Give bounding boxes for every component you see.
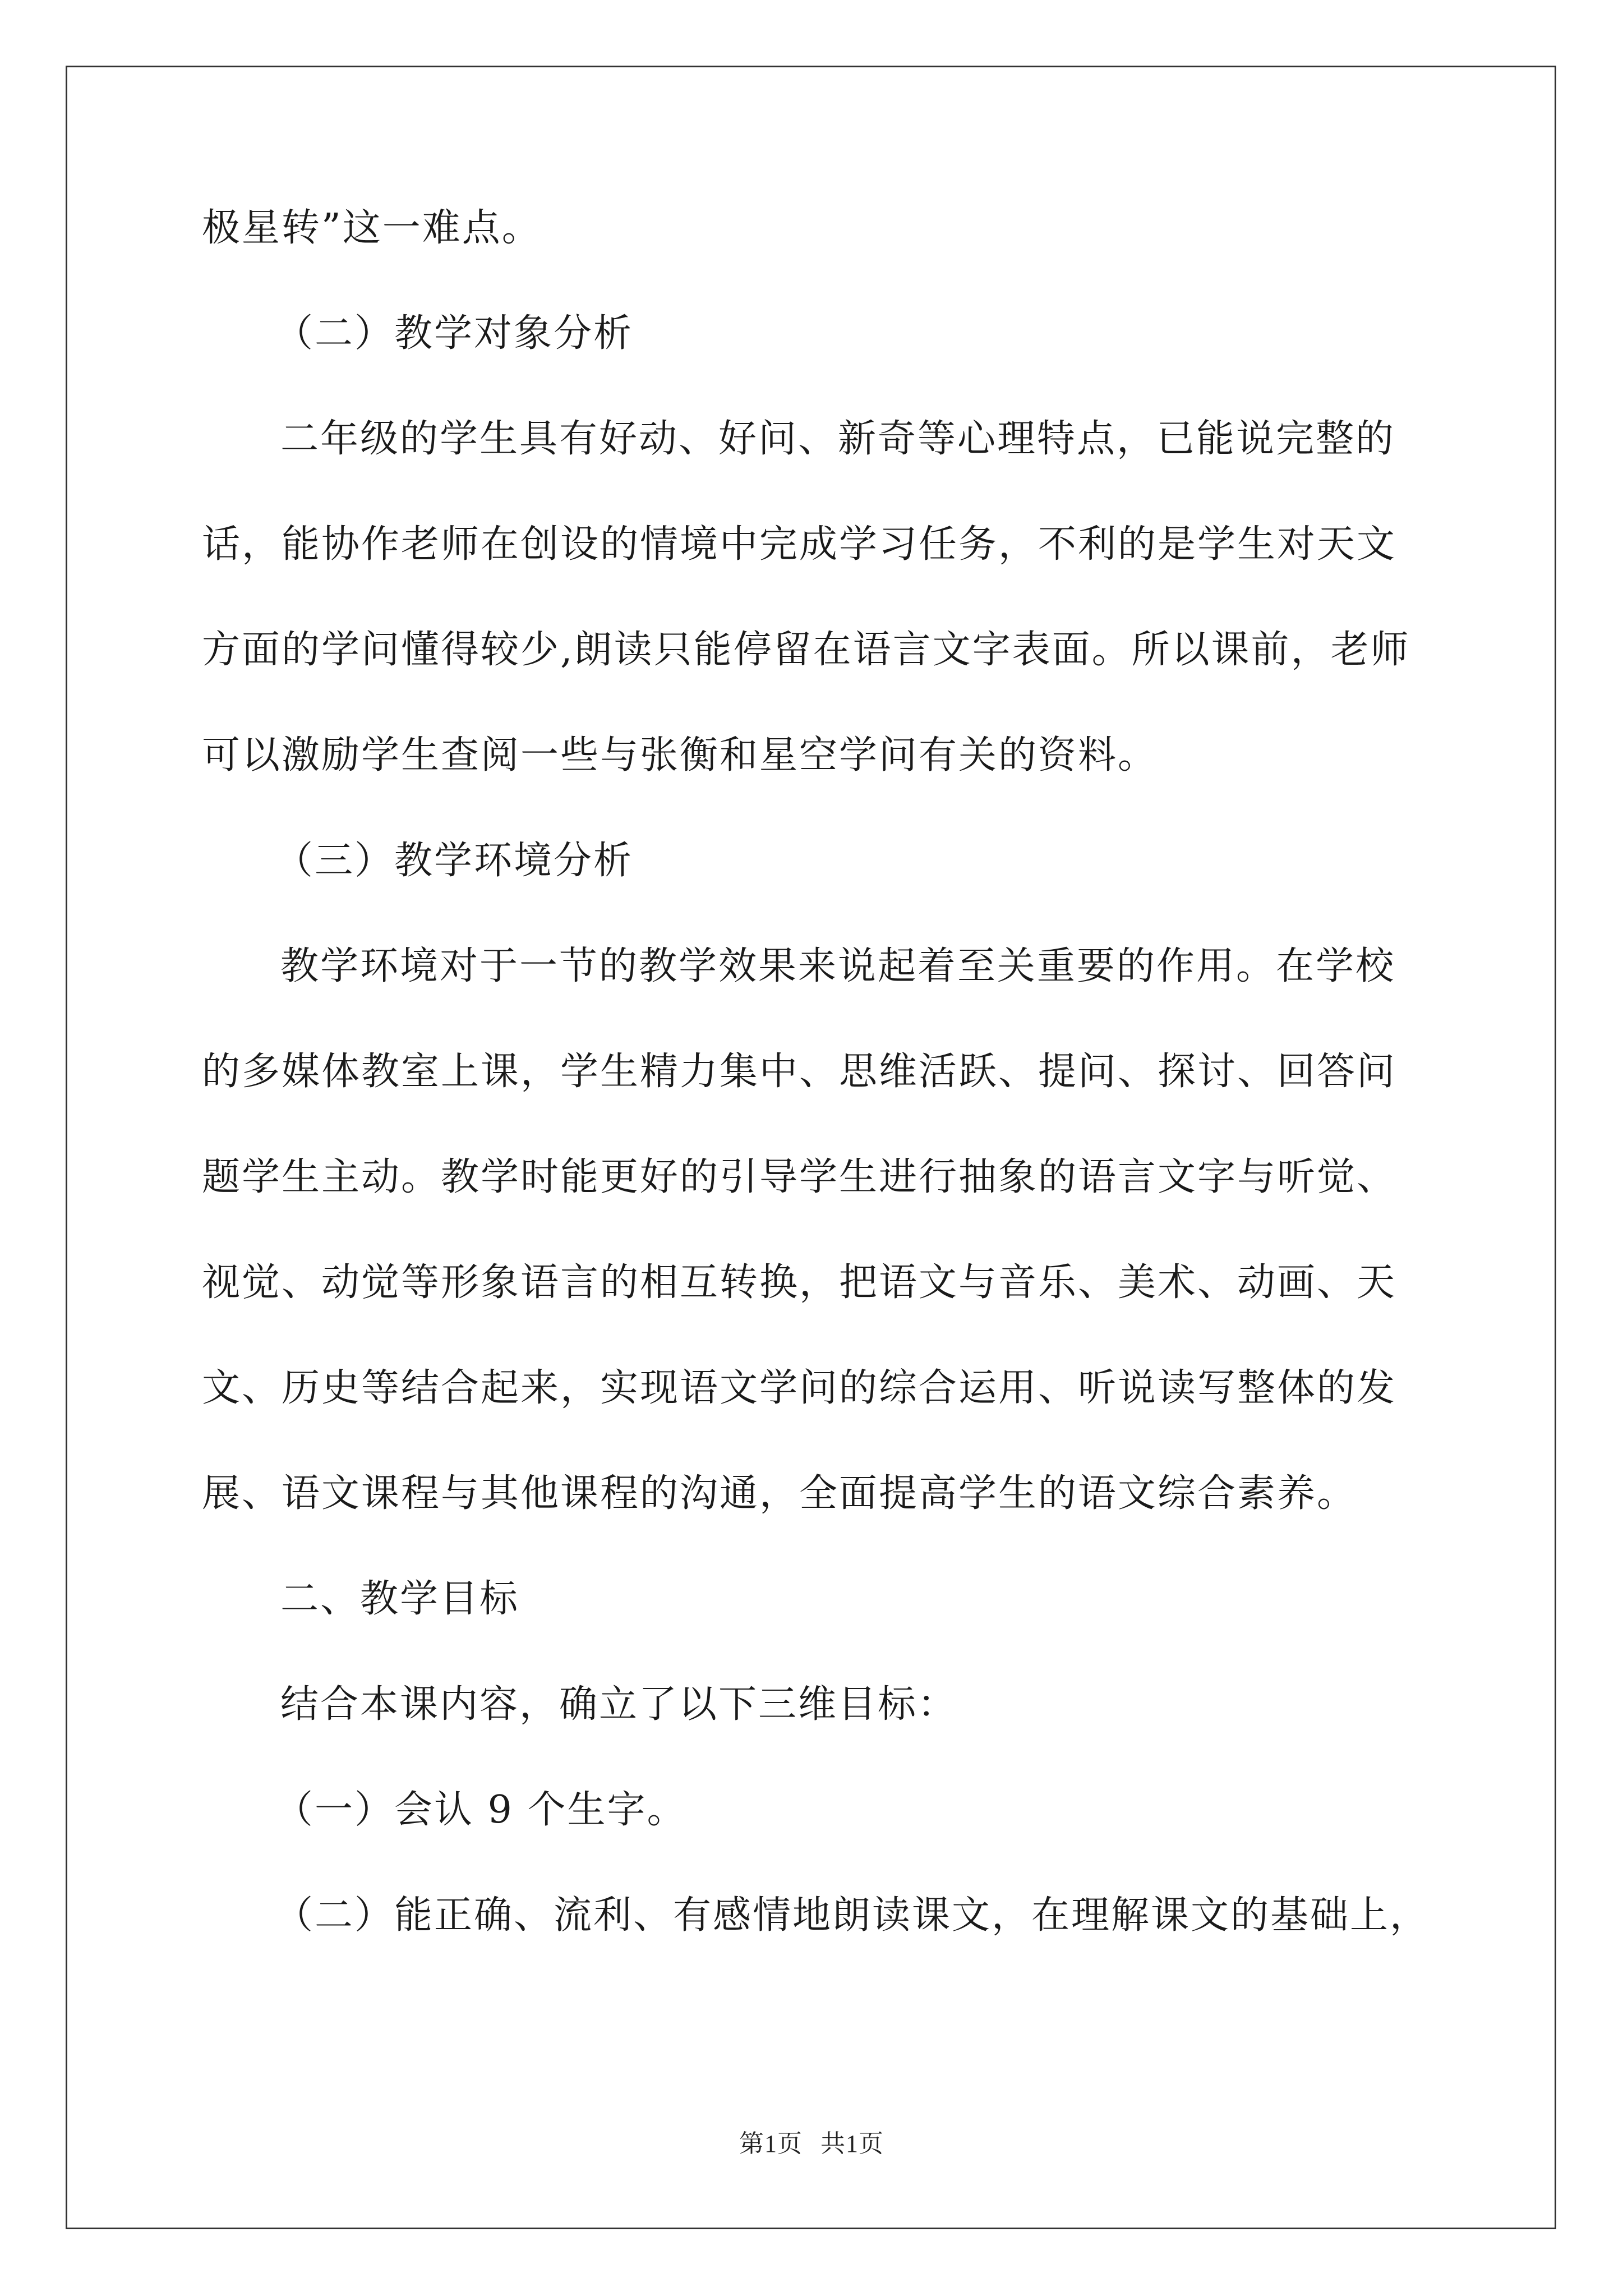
paragraph-line: 二年级的学生具有好动、好问、新奇等心理特点，已能说完整的 xyxy=(280,417,1396,461)
paragraph-line: 题学生主动。教学时能更好的引导学生进行抽象的语言文字与听觉、 xyxy=(202,1155,1397,1199)
section-heading-environment-analysis: （三）教学环境分析 xyxy=(275,839,634,883)
document-body xyxy=(202,202,1430,1995)
goal-item: （一）会认 9 个生字。 xyxy=(275,1788,687,1832)
page-number-total: 共1页 xyxy=(820,2130,884,2157)
page-number-current: 第1页 xyxy=(739,2130,803,2157)
paragraph-line: 结合本课内容，确立了以下三维目标： xyxy=(280,1682,958,1727)
paragraph-line: 的多媒体教室上课，学生精力集中、思维活跃、提问、探讨、回答问 xyxy=(202,1050,1397,1094)
paragraph-line: 文、历史等结合起来，实现语文学问的综合运用、听说读写整体的发 xyxy=(202,1366,1397,1410)
paragraph-line: 可以激励学生查阅一些与张衡和星空学问有关的资料。 xyxy=(202,733,1158,777)
paragraph-line: 方面的学问懂得较少,朗读只能停留在语言文字表面。所以课前，老师 xyxy=(202,628,1410,672)
paragraph-line: 教学环境对于一节的教学效果来说起着至关重要的作用。在学校 xyxy=(280,944,1396,988)
paragraph-line: 视觉、动觉等形象语言的相互转换，把语文与音乐、美术、动画、天 xyxy=(202,1260,1397,1305)
paragraph-line: 展、语文课程与其他课程的沟通，全面提高学生的语文综合素养。 xyxy=(202,1471,1357,1516)
section-heading-object-analysis: （二）教学对象分析 xyxy=(275,311,634,356)
paragraph-line: 话，能协作老师在创设的情境中完成学习任务，不利的是学生对天文 xyxy=(202,522,1397,567)
paragraph-line: 极星转”这一难点。 xyxy=(202,206,542,250)
page-footer xyxy=(0,2123,1623,2159)
section-heading-teaching-goals: 二、教学目标 xyxy=(280,1577,520,1621)
goal-item: （二）能正确、流利、有感情地朗读课文，在理解课文的基础上， xyxy=(275,1893,1430,1938)
